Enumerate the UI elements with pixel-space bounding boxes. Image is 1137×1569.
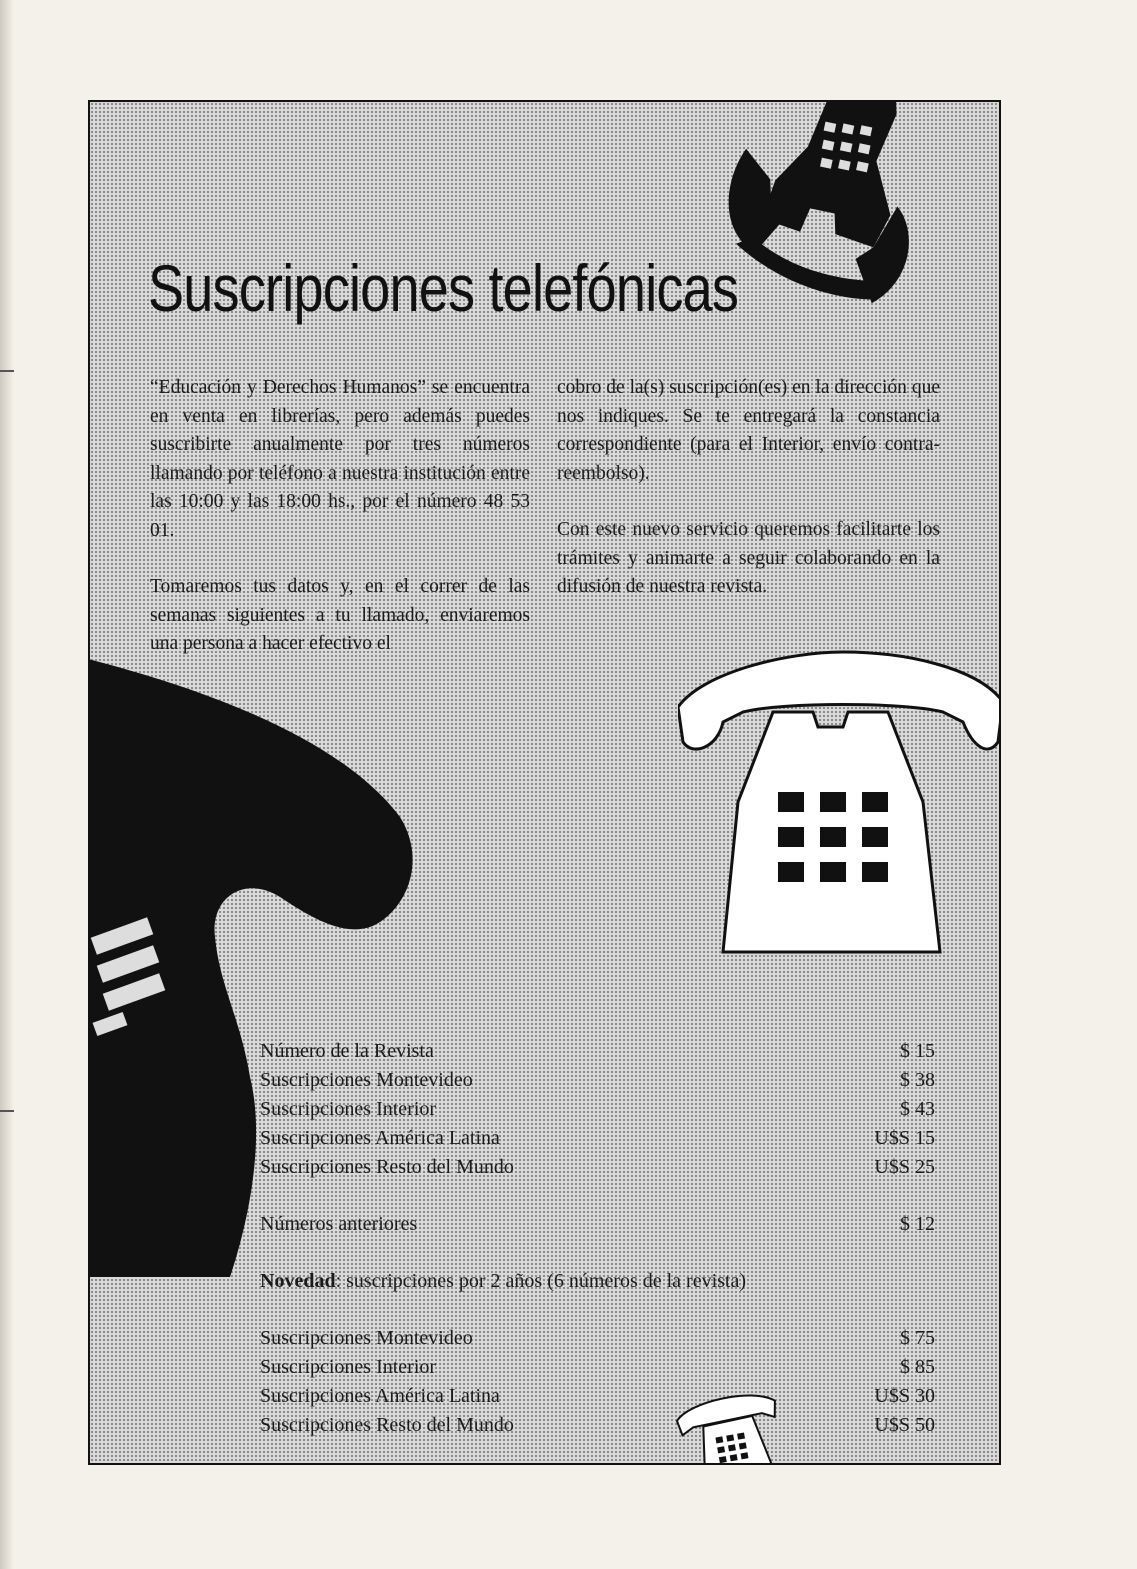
price-label: Suscripciones Montevideo <box>260 1327 473 1349</box>
telephone-icon-large-white <box>678 642 1001 1022</box>
intro-paragraph: cobro de la(s) suscripción(es) en la dirección que nos indiques. Se te entregará la constancia correspondiente (para el Interior, envío contra-reembolso). <box>557 377 940 484</box>
price-value: $ 12 <box>900 1213 935 1235</box>
price-label: Suscripciones América Latina <box>260 1127 500 1149</box>
price-row <box>260 1411 935 1440</box>
page-binding-edge <box>0 0 14 1569</box>
price-value: $ 38 <box>900 1069 935 1091</box>
price-row <box>260 1324 935 1353</box>
price-value: U$S 25 <box>874 1156 935 1178</box>
novedad-text: : suscripciones por 2 años (6 números de la revista) <box>335 1270 747 1292</box>
price-row <box>260 1153 935 1182</box>
price-list <box>260 1037 935 1440</box>
price-value: U$S 30 <box>874 1385 935 1407</box>
price-label: Suscripciones Resto del Mundo <box>260 1156 514 1178</box>
price-label: Número de la Revista <box>260 1040 434 1062</box>
page-title: Suscripciones telefónicas <box>148 251 739 325</box>
price-value: $ 75 <box>900 1327 935 1349</box>
halftone-panel <box>88 100 1001 1465</box>
binding-mark <box>0 1110 14 1112</box>
intro-column-left <box>150 374 530 687</box>
price-label: Suscripciones Montevideo <box>260 1069 473 1091</box>
price-row <box>260 1066 935 1095</box>
intro-paragraph: “Educación y Derechos Humanos” se encuentra en venta en librerías, pero además puedes suscribirte anualmente por tres números llamando por teléfono a nuestra institución entre las 10:00 y las 18:00 hs., por el número 48 53 01. <box>150 377 530 541</box>
price-row <box>260 1095 935 1124</box>
price-row <box>260 1382 935 1411</box>
price-value: $ 43 <box>900 1098 935 1120</box>
price-value: $ 15 <box>900 1040 935 1062</box>
intro-paragraph: Tomaremos tus datos y, en el correr de las semanas siguientes a tu llamado, enviaremos una persona a hacer efectivo el <box>150 576 530 654</box>
novedad-note <box>260 1267 935 1296</box>
intro-paragraph: Con este nuevo servicio queremos facilitarte los trámites y animarte a seguir colaborando en la difusión de nuestra revista. <box>557 519 940 597</box>
price-label: Suscripciones Interior <box>260 1356 437 1378</box>
back-issues-row <box>260 1210 935 1239</box>
price-row <box>260 1353 935 1382</box>
novedad-label: Novedad <box>260 1270 336 1292</box>
price-value: U$S 50 <box>874 1414 935 1436</box>
price-label: Suscripciones Interior <box>260 1098 437 1120</box>
price-row <box>260 1037 935 1066</box>
price-value: $ 85 <box>900 1356 935 1378</box>
price-row <box>260 1124 935 1153</box>
price-value: U$S 15 <box>874 1127 935 1149</box>
intro-column-right <box>557 374 940 630</box>
telephone-icon-top <box>720 100 940 312</box>
price-label: Suscripciones Resto del Mundo <box>260 1414 514 1436</box>
price-label: Números anteriores <box>260 1213 418 1235</box>
price-label: Suscripciones América Latina <box>260 1385 500 1407</box>
binding-mark <box>0 370 14 372</box>
